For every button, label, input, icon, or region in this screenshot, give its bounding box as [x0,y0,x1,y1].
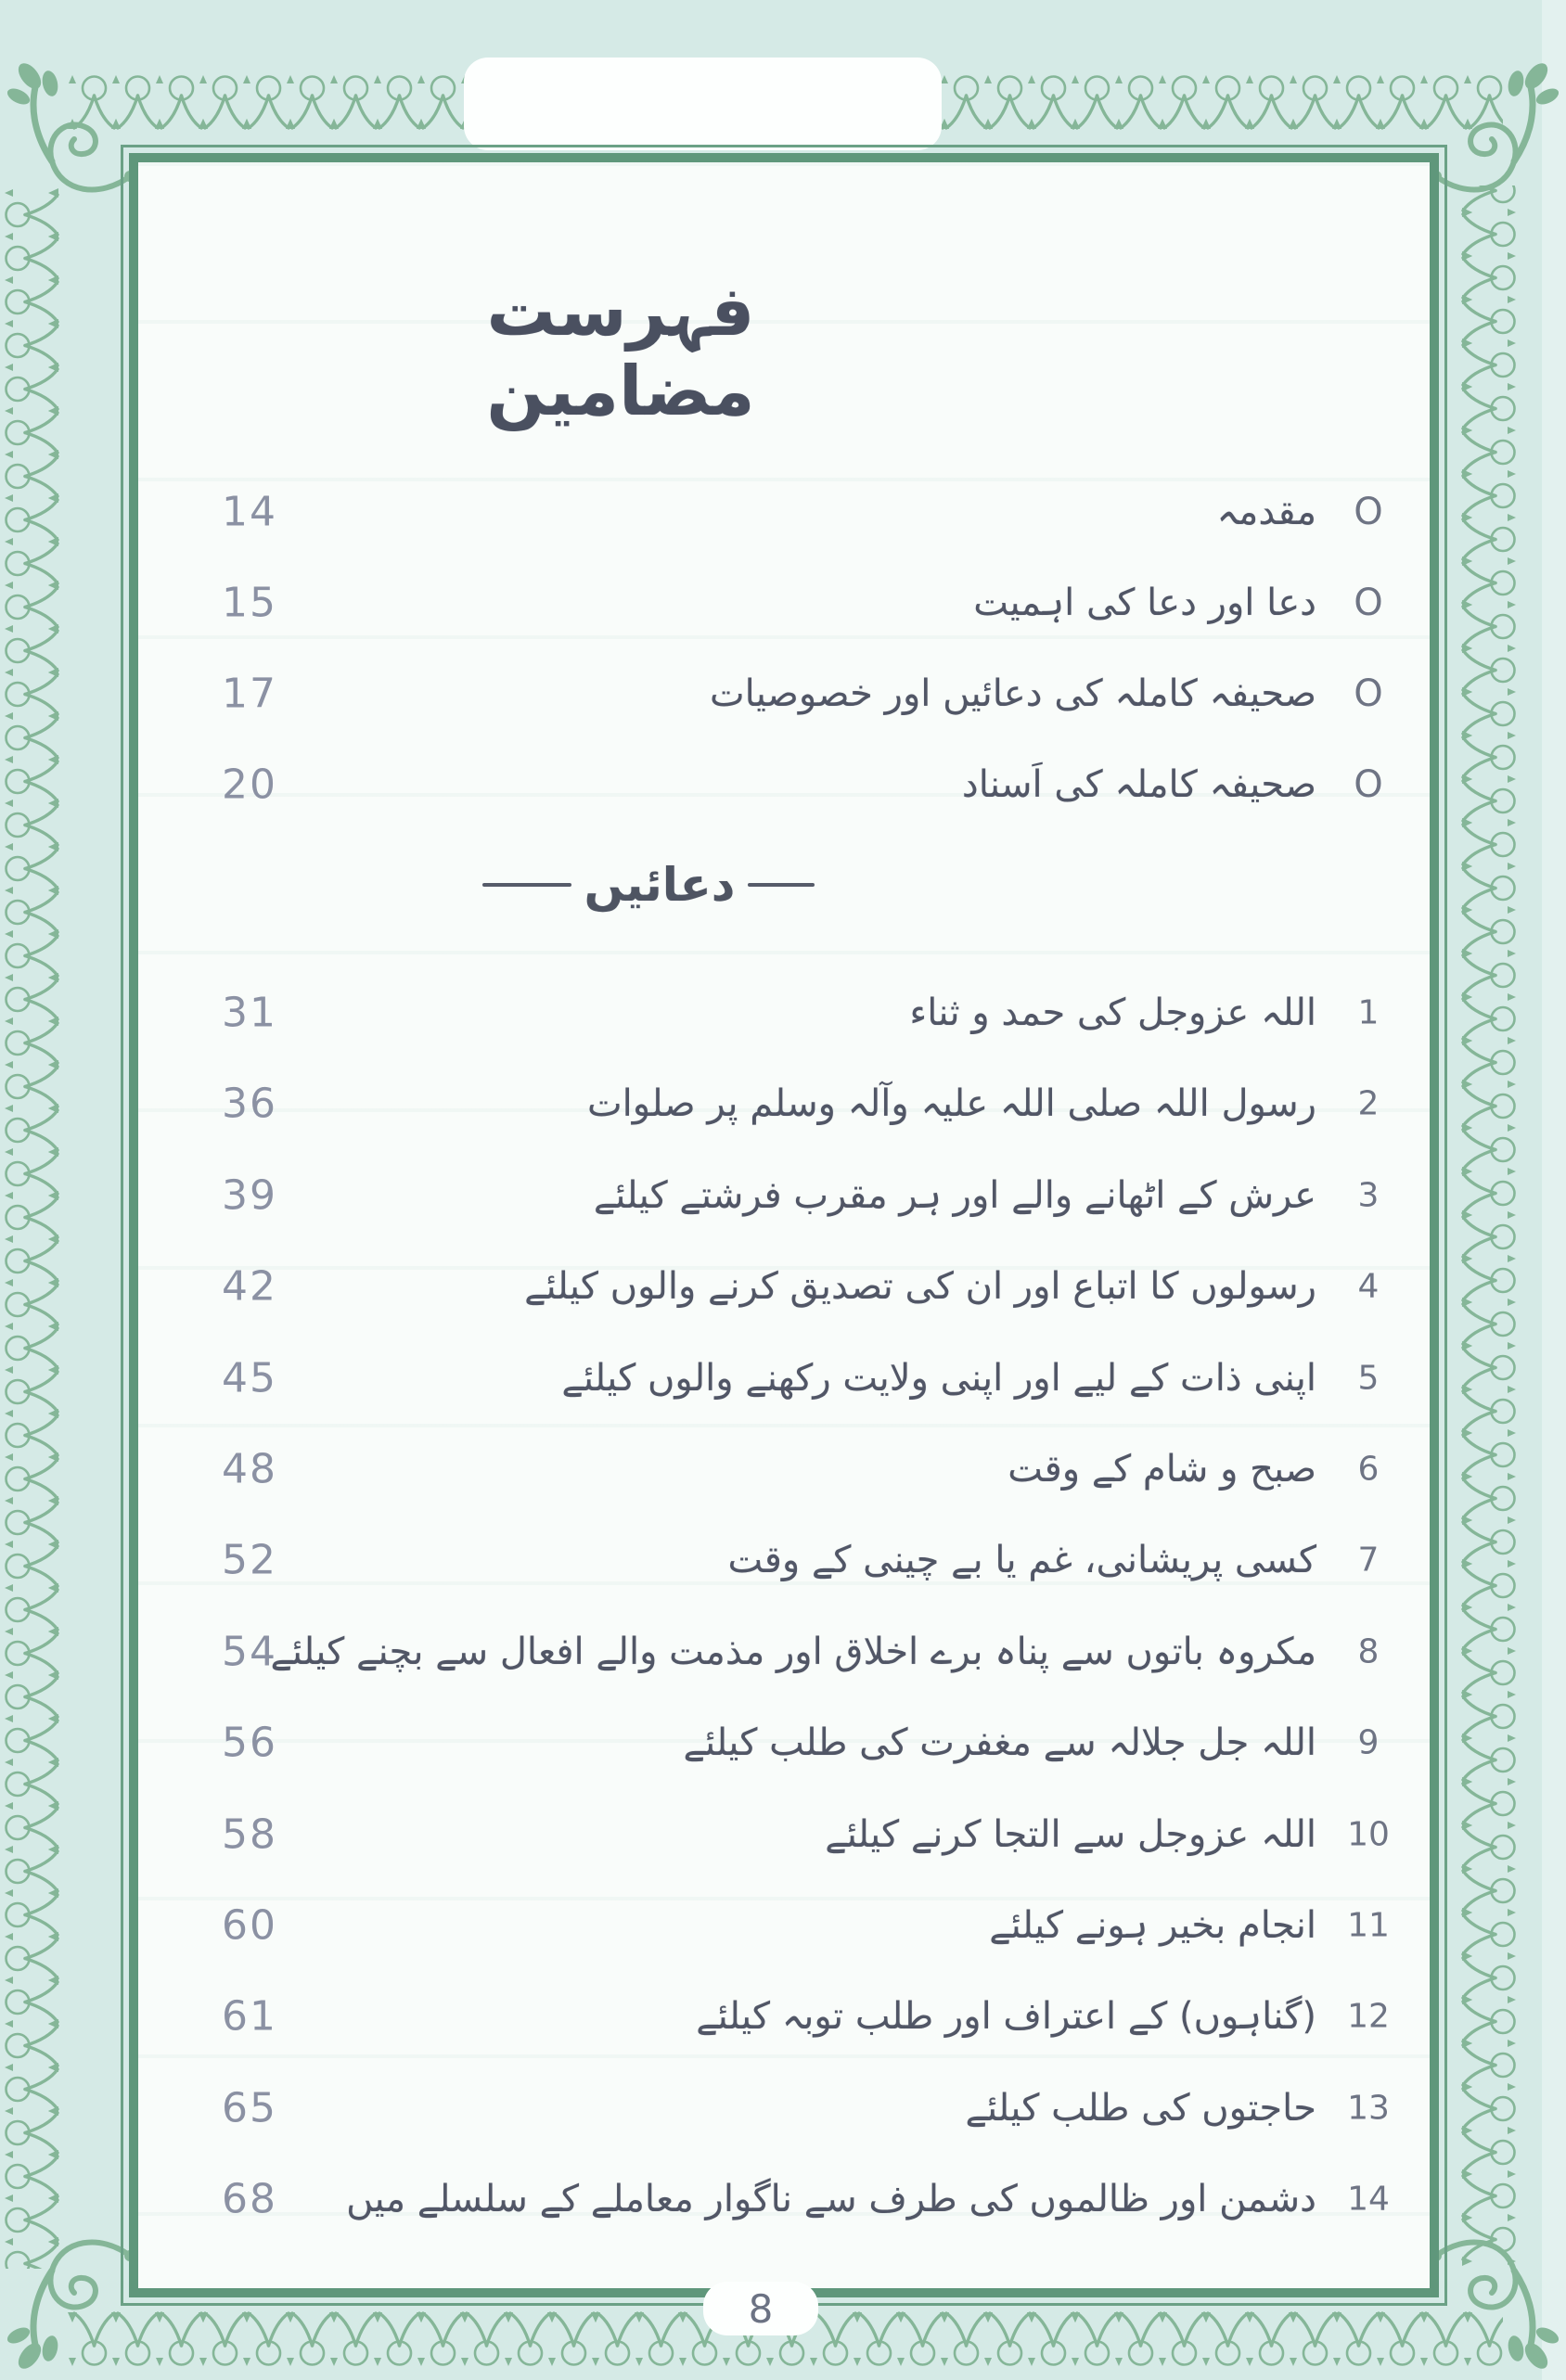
toc-row-number: 2 [1357,1084,1380,1123]
toc-content [138,162,1430,2288]
toc-row-number: 12 [1347,1997,1390,2036]
toc-row-number: 10 [1347,1815,1390,1854]
toc-row-page-number: 65 [222,2084,277,2132]
toc-row-page-number: 20 [222,761,277,809]
footer-page-number-box [703,2282,818,2335]
border-pattern-right [1459,186,1521,2269]
toc-row-title: اللہ عزوجل سے التجا کرنے کیلئے [825,1813,1316,1856]
border-pattern-left [0,186,61,2269]
toc-row-number: 7 [1357,1541,1380,1580]
toc-row-title: اپنی ذات کے لیے اور اپنی ولایت رکھنے والوں کیلئے [561,1357,1316,1400]
toc-row-bullet: O [1354,763,1383,806]
divider-dash-right [748,883,815,887]
toc-row [138,1151,1430,1240]
toc-row [138,968,1430,1057]
section-divider [472,834,825,936]
toc-row-page-number: 52 [222,1536,277,1584]
toc-row-title: صبح و شام کے وقت [1008,1448,1316,1491]
toc-row [138,1516,1430,1605]
toc-row-number: 13 [1347,2089,1390,2128]
scan-edge-highlight [1542,0,1566,2380]
toc-row-number: 1 [1357,993,1380,1032]
toc-row-page-number: 39 [222,1171,277,1220]
toc-row-title: انجام بخیر ہونے کیلئے [989,1904,1316,1947]
toc-row [138,1790,1430,1879]
toc-row [138,2064,1430,2153]
toc-row [138,1059,1430,1148]
toc-row-title: (گناہوں) کے اعتراف اور طلب توبہ کیلئے [696,1995,1316,2038]
toc-row-number: 14 [1347,2180,1390,2219]
toc-row [138,649,1430,738]
toc-row-page-number: 48 [222,1445,277,1493]
toc-row-number: 6 [1357,1450,1380,1489]
toc-row-number: 4 [1357,1267,1380,1306]
toc-row-number: 8 [1357,1632,1380,1671]
toc-row [138,1972,1430,2061]
toc-row [138,1607,1430,1696]
toc-row [138,740,1430,829]
toc-row [138,558,1430,647]
toc-row-page-number: 54 [222,1628,277,1676]
toc-row [138,1334,1430,1423]
toc-row [138,1698,1430,1787]
toc-row-page-number: 56 [222,1719,277,1767]
toc-row-number: 3 [1357,1176,1380,1215]
toc-row-title: دعا اور دعا کی اہمیت [973,582,1316,624]
toc-row-title: صحیفہ کاملہ کی اَسناد [961,763,1316,806]
toc-row-title: دشمن اور ظالموں کی طرف سے ناگوار معاملے کے سلسلے میں [346,2178,1316,2220]
section-title: دعائیں [584,858,736,912]
toc-row-title: کسی پریشانی، غم یا بے چینی کے وقت [727,1539,1316,1581]
toc-row-page-number: 31 [222,989,277,1037]
toc-row-title: حاجتوں کی طلب کیلئے [965,2087,1316,2130]
toc-row-bullet: O [1354,672,1383,715]
page-title: فہرست مضامین [486,272,755,431]
toc-row-page-number: 14 [222,488,277,536]
toc-row-title: رسول اللہ صلی اللہ علیہ وآلہ وسلم پر صلوات [587,1082,1316,1125]
toc-row-page-number: 68 [222,2175,277,2223]
toc-row [138,1881,1430,1970]
divider-dash-left [482,883,571,887]
toc-row [138,1242,1430,1331]
toc-row-page-number: 45 [222,1354,277,1402]
toc-row-page-number: 17 [222,670,277,718]
footer-page-number: 8 [748,2285,774,2332]
toc-row [138,467,1430,557]
toc-row-title: مکروہ باتوں سے پناہ برے اخلاق اور مذمت والے افعال سے بچنے کیلئے [270,1631,1316,1673]
toc-row-title: اللہ جل جلالہ سے مغفرت کی طلب کیلئے [683,1721,1316,1764]
toc-row-page-number: 58 [222,1811,277,1859]
toc-row-number: 9 [1357,1723,1380,1762]
toc-row-title: رسولوں کا اتباع اور ان کی تصدیق کرنے والوں کیلئے [524,1265,1316,1308]
page-frame [121,145,1447,2306]
toc-row-bullet: O [1354,491,1383,533]
toc-row-page-number: 60 [222,1901,277,1950]
toc-row-title: صحیفہ کاملہ کی دعائیں اور خصوصیات [709,672,1316,715]
header-tab [464,58,942,150]
toc-row-title: عرش کے اٹھانے والے اور ہر مقرب فرشتے کیلئے [593,1174,1316,1217]
toc-row [138,1425,1430,1514]
toc-row-page-number: 42 [222,1262,277,1311]
toc-row-title: اللہ عزوجل کی حمد و ثناء [909,992,1316,1034]
toc-row-number: 11 [1347,1906,1390,1945]
page-frame-inner [129,153,1439,2297]
toc-row [138,2155,1430,2244]
toc-row-page-number: 61 [222,1992,277,2041]
toc-row-number: 5 [1357,1359,1380,1398]
toc-row-bullet: O [1354,582,1383,624]
toc-row-page-number: 36 [222,1080,277,1128]
toc-row-page-number: 15 [222,579,277,627]
toc-row-title: مقدمہ [1216,491,1316,533]
